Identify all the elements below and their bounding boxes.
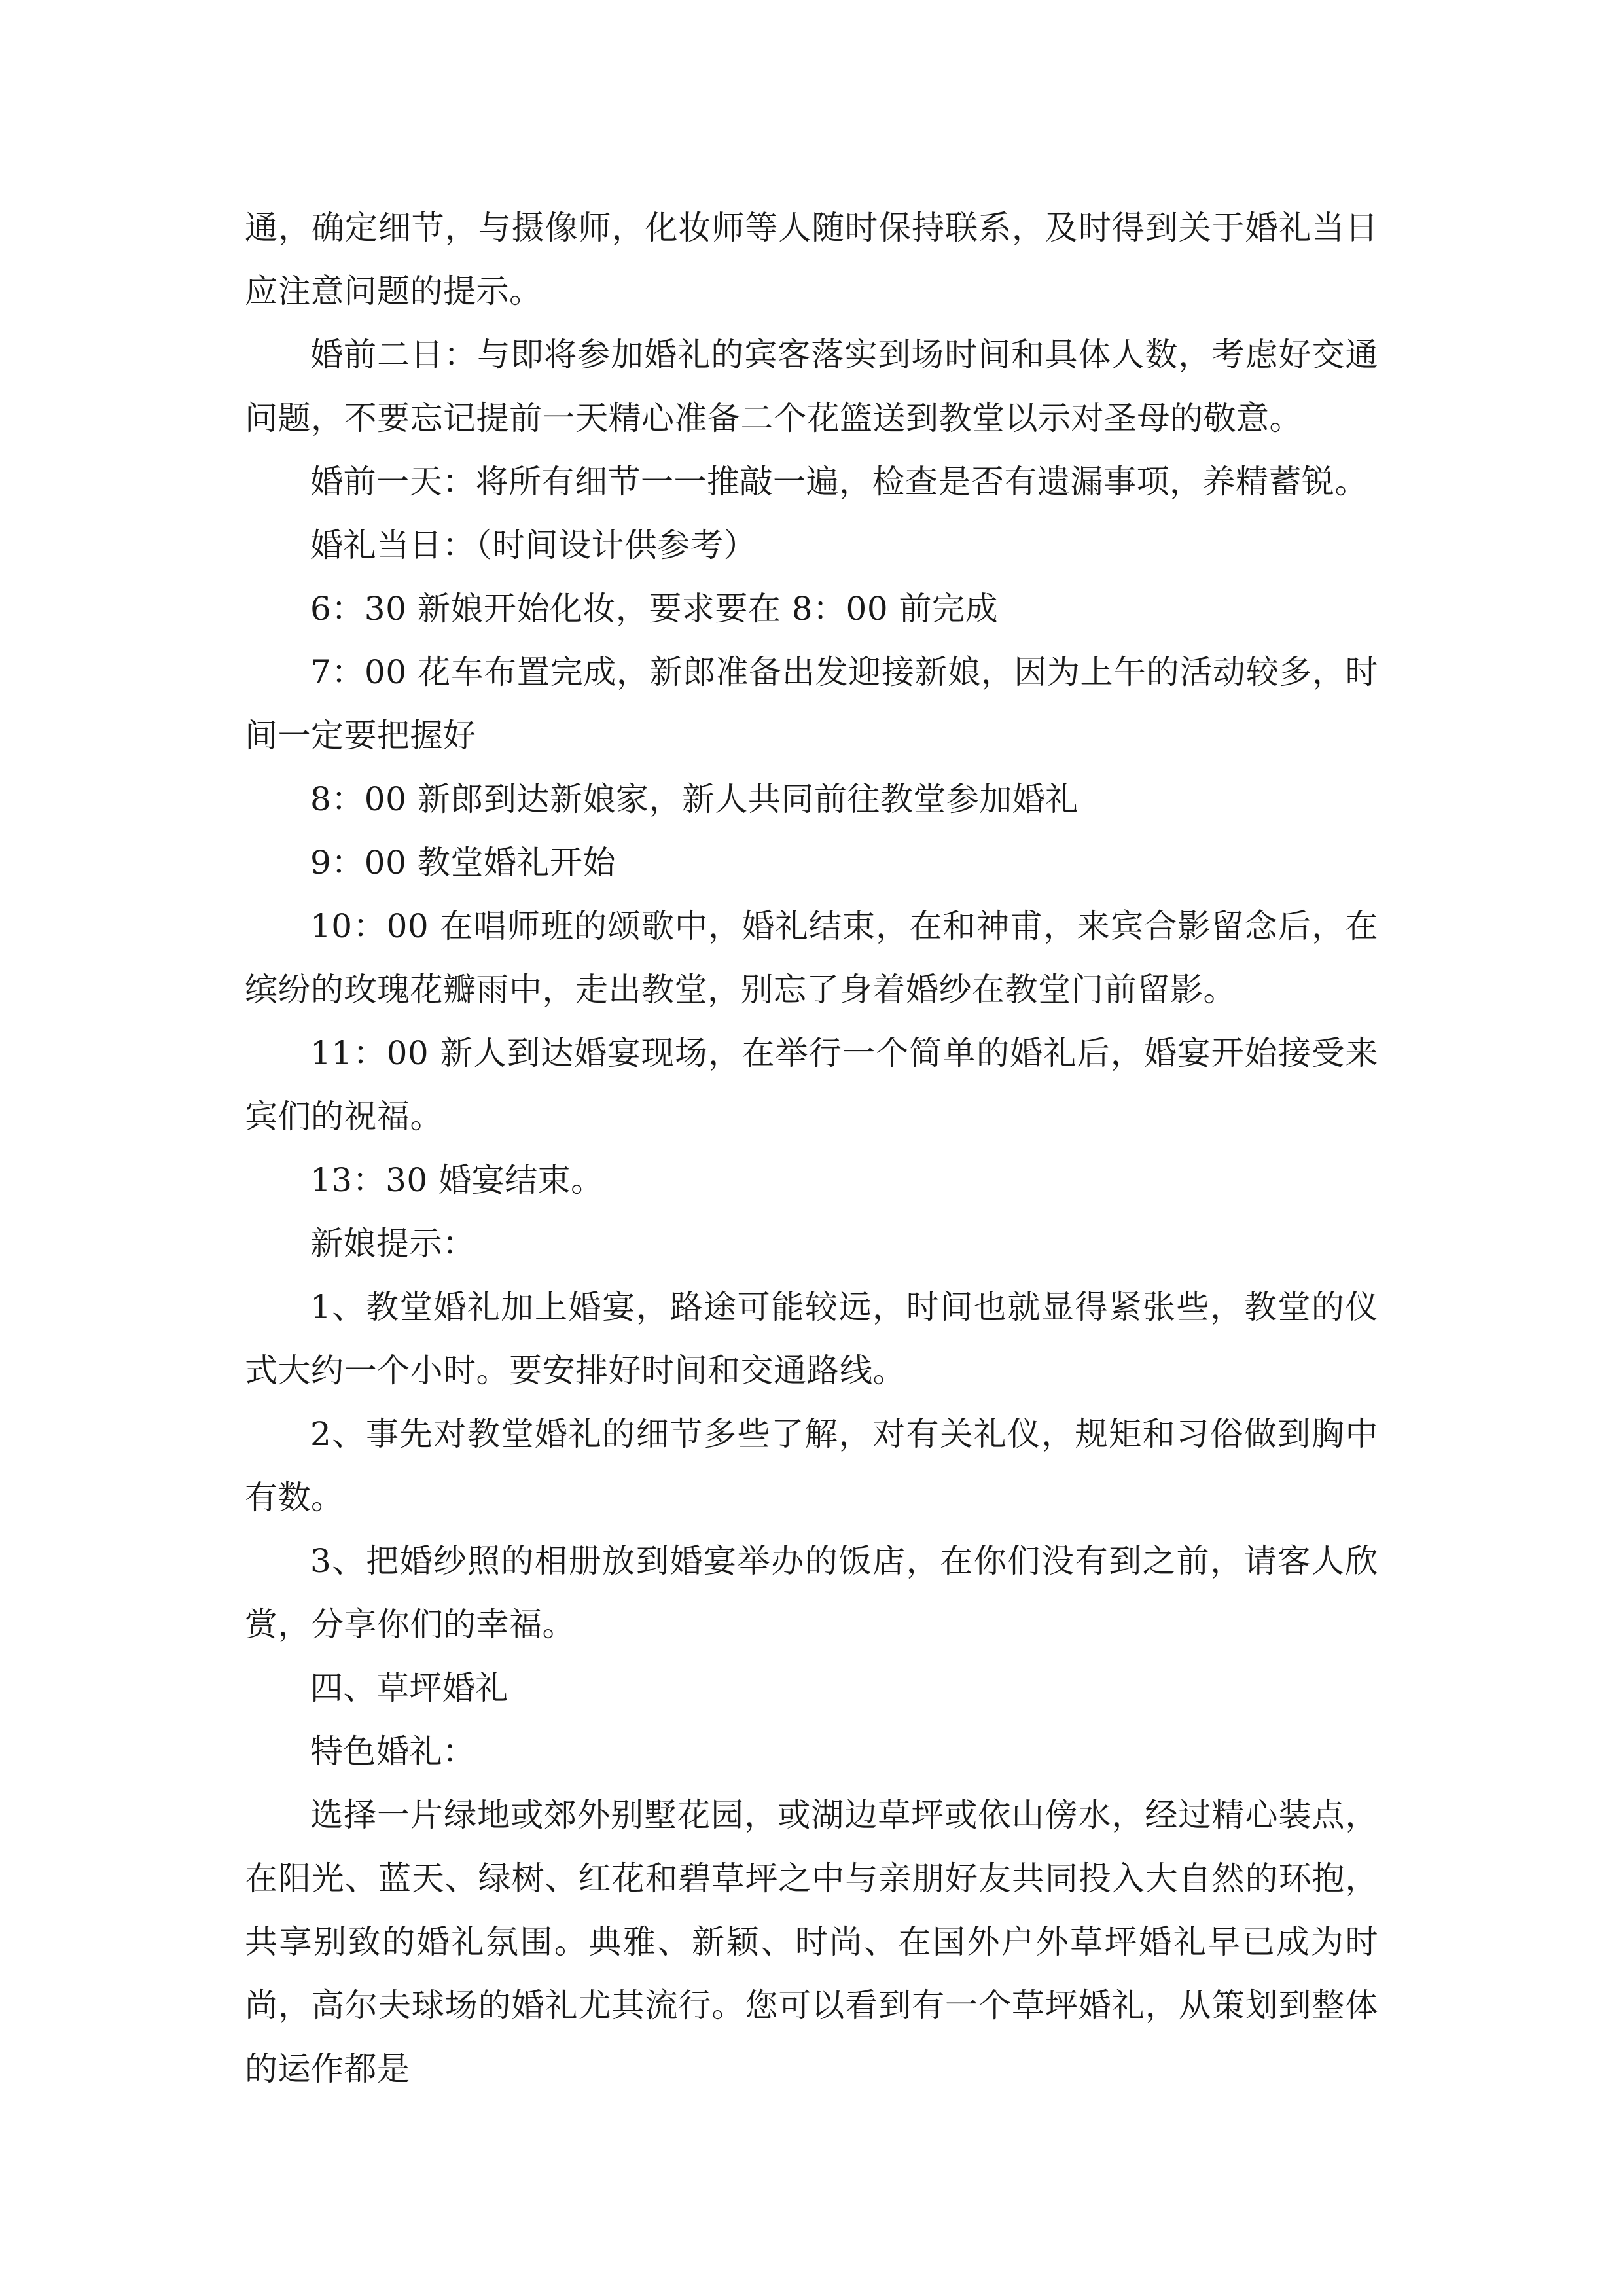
paragraph: 通，确定细节，与摄像师，化妆师等人随时保持联系，及时得到关于婚礼当日应注意问题的提示。 <box>245 209 1378 310</box>
schedule-item: 13：30 婚宴结束。 <box>310 1161 604 1199</box>
schedule-item: 10：00 在唱师班的颂歌中，婚礼结束，在和神甫，来宾合影留念后，在缤纷的玫瑰花瓣雨中，走出教堂，别忘了身着婚纱在教堂门前留影。 <box>245 907 1378 1009</box>
schedule-item: 11：00 新人到达婚宴现场，在举行一个简单的婚礼后，婚宴开始接受来宾们的祝福。 <box>245 1034 1378 1136</box>
subsection-heading: 特色婚礼： <box>310 1732 476 1770</box>
tips-heading: 新娘提示： <box>310 1225 476 1263</box>
paragraph: 选择一片绿地或郊外别墅花园，或湖边草坪或依山傍水，经过精心装点，在阳光、蓝天、绿树、红花和碧草坪之中与亲朋好友共同投入大自然的环抱，共享别致的婚礼氛围。典雅、新颖、时尚、在国外户外草坪婚礼早已成为时尚，高尔夫球场的婚礼尤其流行。您可以看到有一个草坪婚礼，从策划到整体的运作都是 <box>245 1796 1378 2088</box>
paragraph: 婚前二日：与即将参加婚礼的宾客落实到场时间和具体人数，考虑好交通问题，不要忘记提前一天精心准备二个花篮送到教堂以示对圣母的敬意。 <box>245 336 1378 437</box>
tip-item: 3、把婚纱照的相册放到婚宴举办的饭店，在你们没有到之前，请客人欣赏，分享你们的幸福。 <box>245 1542 1378 1643</box>
section-heading: 四、草坪婚礼 <box>310 1669 508 1707</box>
schedule-item: 8：00 新郎到达新娘家，新人共同前往教堂参加婚礼 <box>310 780 1079 818</box>
document-body <box>245 196 1378 2101</box>
tip-item: 1、教堂婚礼加上婚宴，路途可能较远，时间也就显得紧张些，教堂的仪式大约一个小时。要安排好时间和交通路线。 <box>245 1288 1378 1390</box>
paragraph: 婚前一天：将所有细节一一推敲一遍，检查是否有遗漏事项，养精蓄锐。 <box>310 463 1368 501</box>
schedule-item: 9：00 教堂婚礼开始 <box>310 844 616 882</box>
paragraph: 婚礼当日：（时间设计供参考） <box>310 526 757 564</box>
tip-item: 2、事先对教堂婚礼的细节多些了解，对有关礼仪，规矩和习俗做到胸中有数。 <box>245 1415 1378 1516</box>
schedule-item: 7：00 花车布置完成，新郎准备出发迎接新娘，因为上午的活动较多，时间一定要把握好 <box>245 653 1378 755</box>
schedule-item: 6：30 新娘开始化妆，要求要在 8：00 前完成 <box>310 590 999 628</box>
